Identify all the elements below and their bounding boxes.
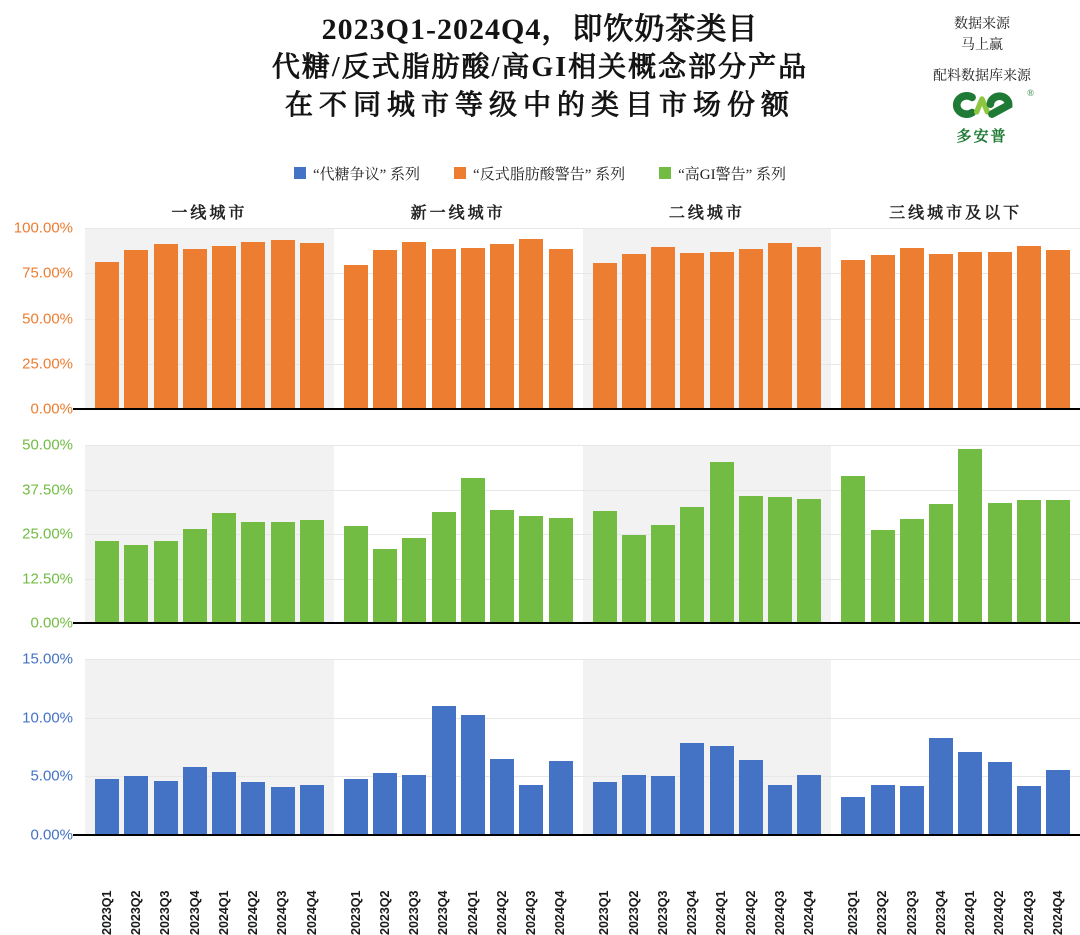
- xaxis-panel-3: [831, 843, 1080, 935]
- ytick-label: 75.00%: [22, 264, 73, 282]
- bar-2024Q3: [519, 239, 543, 409]
- xaxis-slot: [841, 843, 865, 935]
- ytick-label: 37.50%: [22, 481, 73, 498]
- bar-2024Q2: [739, 760, 763, 835]
- bar-2023Q4: [432, 512, 456, 623]
- bar-2023Q2: [124, 545, 148, 623]
- xaxis-slot: [549, 843, 573, 935]
- legend: [0, 160, 1080, 186]
- xaxis-slot: [490, 843, 514, 935]
- bar-2024Q1: [461, 478, 485, 623]
- bar-2024Q1: [212, 772, 236, 835]
- xaxis-slot: [929, 843, 953, 935]
- bar-2024Q2: [490, 244, 514, 409]
- xaxis-slot: [1017, 843, 1041, 935]
- panel-0-1: [334, 228, 583, 409]
- panel-2-3: [831, 659, 1080, 835]
- xtick-label: 2024Q2: [494, 890, 509, 935]
- bar-2023Q3: [900, 248, 924, 409]
- data-source-label: 数据来源: [954, 17, 1010, 32]
- bar-2023Q3: [900, 786, 924, 835]
- chart-row-2: [0, 650, 1080, 844]
- bar-2023Q3: [154, 244, 178, 409]
- panel-0-3: [831, 228, 1080, 409]
- bar-2024Q1: [958, 449, 982, 623]
- duoanpu-logo-text: 多安普: [956, 129, 1008, 145]
- ytick-label: 50.00%: [22, 310, 73, 327]
- bar-2024Q2: [739, 496, 763, 623]
- bar-2023Q2: [373, 549, 397, 623]
- xaxis-slot: [680, 843, 704, 935]
- xaxis-slot: [710, 843, 734, 935]
- ytick-label: 100.00%: [13, 219, 73, 237]
- duoanpu-knot-icon: [940, 89, 1024, 121]
- xaxis-line: [73, 622, 1080, 624]
- xaxis-slot: [300, 843, 324, 935]
- bar-group: [583, 659, 832, 835]
- ytick-label: 50.00%: [22, 436, 73, 454]
- panel-1-3: [831, 445, 1080, 623]
- legend-item-2: [659, 163, 786, 184]
- bar-2023Q4: [929, 738, 953, 835]
- legend-swatch-icon: [454, 167, 466, 179]
- registered-mark: ®: [1027, 88, 1034, 98]
- xaxis-slot: [241, 843, 265, 935]
- data-source-block: [902, 14, 1062, 149]
- xaxis-slot: [344, 843, 368, 935]
- bar-group: [85, 445, 334, 623]
- xaxis-panel-0: [85, 843, 334, 935]
- bar-2024Q2: [490, 510, 514, 623]
- xtick-label: 2023Q1: [597, 890, 612, 935]
- bar-group: [831, 659, 1080, 835]
- bar-2023Q3: [154, 781, 178, 835]
- xtick-label: 2023Q3: [655, 890, 670, 935]
- bar-2023Q4: [680, 507, 704, 623]
- xaxis-line: [73, 834, 1080, 836]
- panel-2-0: [85, 659, 334, 835]
- xaxis-slot: [593, 843, 617, 935]
- bar-2024Q1: [461, 715, 485, 835]
- xtick-label: 2024Q3: [1021, 890, 1036, 935]
- xtick-label: 2023Q1: [348, 890, 363, 935]
- ytick-label: 5.00%: [30, 767, 73, 785]
- bar-2024Q1: [461, 248, 485, 409]
- bar-2024Q3: [519, 516, 543, 624]
- xtick-label: 2023Q2: [377, 890, 392, 935]
- title-line-3: 在不同城市等级中的类目市场份额: [284, 89, 795, 121]
- bar-2024Q3: [271, 240, 295, 409]
- source-spacer: [902, 56, 1062, 66]
- xtick-label: 2023Q2: [129, 890, 143, 935]
- panel-0-2: [583, 228, 832, 409]
- bar-2024Q4: [300, 520, 324, 623]
- xtick-label: 2023Q1: [846, 890, 860, 935]
- panel-2-2: [583, 659, 832, 835]
- facet-header-0: 一线城市: [171, 205, 248, 222]
- xtick-label: 2023Q3: [904, 890, 919, 935]
- panel-2-1: [334, 659, 583, 835]
- bar-2024Q2: [988, 762, 1012, 835]
- bar-2024Q1: [710, 252, 734, 409]
- chart-row-1: [0, 436, 1080, 632]
- bar-2023Q1: [841, 476, 865, 623]
- xaxis-slot: [622, 843, 646, 935]
- legend-item-1: [454, 163, 625, 184]
- bar-group: [831, 228, 1080, 409]
- panel-0-0: [85, 228, 334, 409]
- bar-2023Q3: [402, 538, 426, 623]
- xaxis-slot: [271, 843, 295, 935]
- title-line-1: 2023Q1-2024Q4，即饮奶茶类目: [321, 13, 759, 46]
- bar-2023Q1: [841, 797, 865, 835]
- bar-2023Q4: [680, 253, 704, 409]
- bar-2024Q2: [241, 242, 265, 409]
- bar-2023Q1: [344, 779, 368, 835]
- bar-2023Q4: [680, 743, 704, 835]
- bar-2024Q4: [549, 249, 573, 409]
- xtick-label: 2023Q4: [187, 890, 202, 935]
- legend-label: “高GI警告” 系列: [678, 166, 787, 183]
- panel-1-2: [583, 445, 832, 623]
- yaxis-tick-labels: [0, 650, 85, 844]
- xtick-label: 2023Q3: [158, 890, 173, 935]
- ytick-label: 25.00%: [22, 525, 73, 543]
- bar-2023Q1: [344, 526, 368, 623]
- bar-2024Q4: [1046, 770, 1070, 835]
- bar-2023Q4: [183, 767, 207, 835]
- bar-2023Q4: [183, 249, 207, 409]
- ytick-label: 0.00%: [30, 826, 73, 844]
- bar-2024Q1: [212, 513, 236, 623]
- xaxis-slot: [373, 843, 397, 935]
- bar-2024Q4: [300, 785, 324, 835]
- ytick-label: 15.00%: [22, 650, 73, 668]
- bar-2024Q4: [797, 499, 821, 623]
- bar-2024Q2: [739, 249, 763, 409]
- bar-2024Q2: [241, 782, 265, 835]
- bar-2024Q4: [300, 243, 324, 409]
- bar-2023Q4: [929, 504, 953, 623]
- ytick-label: 10.00%: [22, 709, 73, 727]
- bar-2023Q2: [373, 250, 397, 409]
- xtick-label: 2024Q4: [304, 890, 319, 935]
- bar-2024Q1: [212, 246, 236, 409]
- xaxis-slot: [124, 843, 148, 935]
- yaxis-gutter: [0, 843, 85, 935]
- panel-1-1: [334, 445, 583, 623]
- xtick-label: 2024Q1: [465, 890, 480, 935]
- title-line-2: 代糖/反式脂肪酸/高GI相关概念部分产品: [271, 52, 809, 83]
- duoanpu-logo: [902, 89, 1062, 149]
- bar-2023Q2: [871, 255, 895, 409]
- xaxis-slot: [519, 843, 543, 935]
- xaxis-slot: [958, 843, 982, 935]
- yaxis-tick-labels: [0, 219, 85, 418]
- bar-2023Q2: [124, 250, 148, 409]
- xtick-label: 2023Q2: [626, 890, 641, 935]
- bar-group: [583, 228, 832, 409]
- xtick-label: 2024Q2: [992, 890, 1007, 935]
- ingredient-source-label: 配料数据库来源: [933, 69, 1031, 84]
- facet-header-1: 新一线城市: [410, 205, 506, 222]
- bar-2023Q3: [402, 775, 426, 835]
- facet-header-3: 三线城市及以下: [889, 205, 1023, 222]
- xtick-label: 2024Q2: [743, 890, 758, 935]
- bar-2024Q4: [549, 761, 573, 835]
- xtick-label: 2024Q2: [246, 890, 260, 935]
- xtick-label: 2024Q4: [553, 890, 568, 935]
- bar-2024Q3: [768, 243, 792, 409]
- bar-2023Q1: [593, 782, 617, 835]
- bar-2023Q2: [622, 775, 646, 835]
- bar-2024Q3: [1017, 246, 1041, 409]
- bar-2024Q4: [1046, 500, 1070, 623]
- bar-2023Q4: [929, 254, 953, 409]
- xaxis-slot: [988, 843, 1012, 935]
- bar-2023Q1: [344, 265, 368, 409]
- xtick-label: 2023Q4: [436, 890, 451, 935]
- bar-2023Q2: [871, 785, 895, 835]
- xtick-label: 2024Q3: [772, 890, 787, 935]
- legend-label: “代糖争议” 系列: [312, 166, 421, 183]
- bar-2023Q3: [154, 541, 178, 623]
- xaxis-labels: [0, 843, 1080, 935]
- bar-2024Q3: [1017, 786, 1041, 835]
- bar-2024Q2: [988, 252, 1012, 409]
- chart-header: [0, 0, 1080, 160]
- bar-2023Q4: [432, 249, 456, 409]
- bar-2024Q1: [710, 462, 734, 623]
- xtick-label: 2023Q3: [407, 890, 421, 935]
- xaxis-slot: [402, 843, 426, 935]
- bar-2023Q2: [622, 254, 646, 409]
- xaxis-slot: [651, 843, 675, 935]
- xaxis-slot: [739, 843, 763, 935]
- xtick-label: 2024Q3: [275, 890, 290, 935]
- facet-headers: [0, 194, 1080, 228]
- bar-2024Q1: [958, 252, 982, 409]
- legend-swatch-icon: [659, 167, 671, 179]
- bar-2024Q3: [519, 785, 543, 835]
- xaxis-slot: [183, 843, 207, 935]
- bar-2024Q1: [958, 752, 982, 835]
- bar-2023Q3: [651, 776, 675, 835]
- bar-2023Q1: [95, 779, 119, 835]
- yaxis-tick-labels: [0, 436, 85, 632]
- xaxis-slot: [432, 843, 456, 935]
- xaxis-slot: [900, 843, 924, 935]
- bar-2024Q2: [241, 522, 265, 623]
- bar-group: [334, 445, 583, 623]
- bar-2023Q3: [651, 247, 675, 409]
- xtick-label: 2024Q1: [963, 890, 977, 935]
- xaxis-slot: [797, 843, 821, 935]
- xaxis-slot: [871, 843, 895, 935]
- xaxis-panel-1: [334, 843, 583, 935]
- bar-2023Q4: [432, 706, 456, 835]
- bar-2023Q3: [402, 242, 426, 409]
- xtick-label: 2023Q4: [685, 890, 699, 935]
- bar-2024Q3: [271, 787, 295, 835]
- bar-group: [583, 445, 832, 623]
- ytick-label: 0.00%: [30, 400, 73, 418]
- xtick-label: 2023Q1: [99, 890, 114, 935]
- xaxis-slot: [768, 843, 792, 935]
- xtick-label: 2024Q1: [216, 890, 231, 935]
- bar-2023Q1: [841, 260, 865, 409]
- xaxis-slot: [154, 843, 178, 935]
- xtick-label: 2023Q2: [875, 890, 890, 935]
- xaxis-slot: [212, 843, 236, 935]
- xaxis-slot: [1046, 843, 1070, 935]
- bar-2023Q3: [651, 525, 675, 623]
- bar-2024Q4: [797, 247, 821, 409]
- xtick-label: 2024Q1: [714, 890, 729, 935]
- bar-group: [85, 228, 334, 409]
- bar-2023Q1: [593, 263, 617, 409]
- ytick-label: 12.50%: [22, 570, 73, 587]
- legend-item-0: [294, 163, 420, 184]
- bar-2024Q3: [768, 785, 792, 835]
- bar-group: [85, 659, 334, 835]
- xtick-label: 2023Q4: [933, 890, 948, 935]
- bar-2024Q2: [490, 759, 514, 835]
- chart-grid: [0, 219, 1080, 844]
- legend-swatch-icon: [294, 167, 306, 179]
- bar-2024Q4: [797, 775, 821, 835]
- xaxis-slot: [461, 843, 485, 935]
- xtick-label: 2024Q4: [1050, 890, 1065, 935]
- xtick-label: 2024Q4: [802, 890, 816, 935]
- xaxis-line: [73, 408, 1080, 410]
- facet-header-2: 二线城市: [668, 205, 745, 222]
- bar-2023Q2: [871, 530, 895, 623]
- legend-label: “反式脂肪酸警告” 系列: [473, 166, 626, 183]
- bar-2024Q2: [988, 503, 1012, 623]
- bar-2023Q3: [900, 519, 924, 623]
- bar-2024Q1: [710, 746, 734, 835]
- bar-2023Q2: [373, 773, 397, 835]
- bar-group: [334, 659, 583, 835]
- bar-2024Q4: [1046, 250, 1070, 409]
- bar-2023Q1: [95, 262, 119, 409]
- xaxis-slot: [95, 843, 119, 935]
- xaxis-panel-2: [583, 843, 832, 935]
- chart-row-0: [0, 219, 1080, 418]
- bar-group: [831, 445, 1080, 623]
- bar-2023Q1: [593, 511, 617, 623]
- bar-2024Q4: [549, 518, 573, 623]
- bar-2023Q1: [95, 541, 119, 623]
- bar-group: [334, 228, 583, 409]
- data-source-name: 马上赢: [961, 38, 1003, 53]
- bar-2024Q3: [271, 522, 295, 623]
- ytick-label: 25.00%: [22, 355, 73, 373]
- bar-2023Q2: [124, 776, 148, 835]
- bar-2023Q4: [183, 529, 207, 623]
- panel-1-0: [85, 445, 334, 623]
- ytick-label: 0.00%: [30, 614, 73, 632]
- bar-2024Q3: [1017, 500, 1041, 623]
- bar-2024Q3: [768, 497, 792, 623]
- bar-2023Q2: [622, 535, 646, 623]
- xtick-label: 2024Q3: [524, 890, 538, 935]
